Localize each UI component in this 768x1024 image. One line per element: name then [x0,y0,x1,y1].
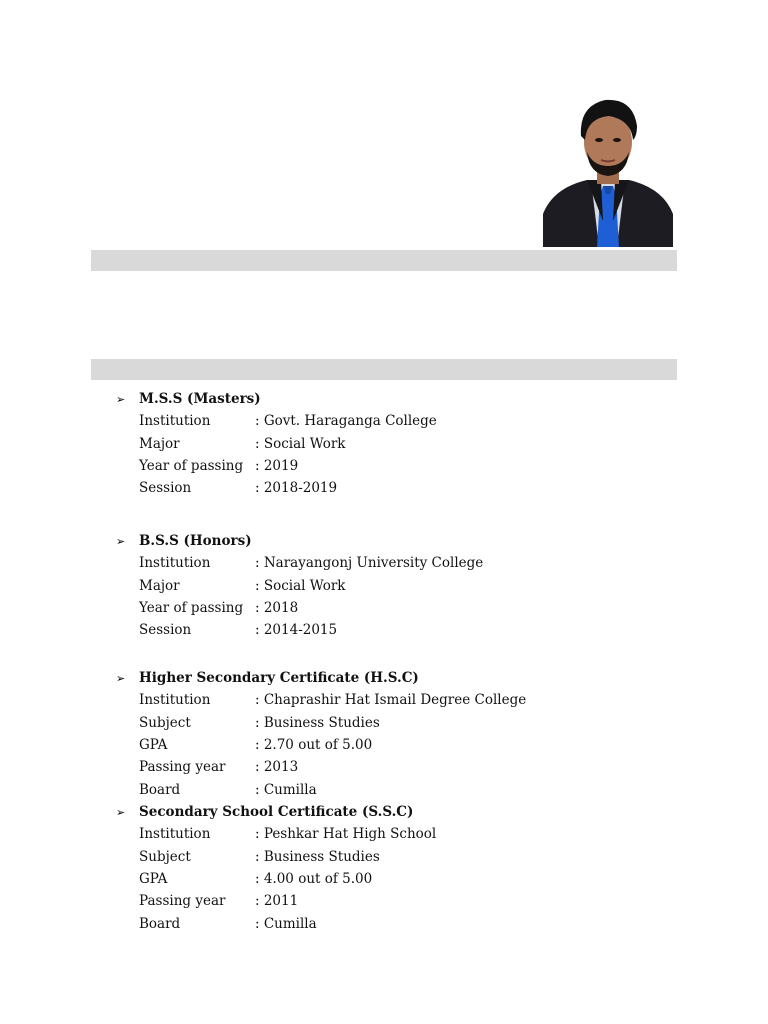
detail-label: Year of passing [139,457,244,474]
detail-row [139,823,676,845]
detail-label: Institution [139,692,211,709]
detail-label: Institution [139,413,211,430]
detail-row [139,477,676,499]
detail-value: : 2018-2019 [255,480,338,497]
detail-value: : 2011 [255,893,299,910]
detail-label: Session [139,480,192,497]
detail-label: GPA [139,736,168,753]
detail-label: GPA [139,870,168,887]
arrow-bullet-icon: ➢ [116,671,126,685]
detail-value: : Cumilla [255,781,317,798]
detail-label: Major [139,577,180,594]
detail-label: Board [139,915,181,932]
entry-title: M.S.S (Masters) [139,391,261,407]
detail-value: : 2019 [255,457,299,474]
education-entry-bss [116,530,676,642]
detail-row [139,455,676,477]
entry-title: B.S.S (Honors) [139,533,252,549]
entry-heading [116,801,676,823]
detail-row [139,410,676,432]
entry-title: Higher Secondary Certificate (H.S.C) [139,670,419,686]
entry-heading [116,530,676,552]
detail-row [139,552,676,574]
detail-value: : 2.70 out of 5.00 [255,736,373,753]
detail-value: : 2013 [255,759,299,776]
detail-value: : Narayangonj University College [255,555,484,572]
detail-label: Passing year [139,893,226,910]
detail-value: : 2014-2015 [255,622,338,639]
detail-label: Subject [139,714,191,731]
arrow-bullet-icon: ➢ [116,805,126,819]
detail-row [139,779,676,801]
section-header-bar-education [91,359,677,380]
section-header-bar-top [91,250,677,271]
detail-row [139,689,676,711]
detail-value: : 4.00 out of 5.00 [255,870,373,887]
detail-value: : Peshkar Hat High School [255,826,437,843]
detail-row [139,711,676,733]
detail-label: Institution [139,826,211,843]
education-entry-ssc [116,801,676,935]
education-entry-hsc [116,667,676,801]
detail-row [139,890,676,912]
detail-row [139,574,676,596]
detail-value: : Chaprashir Hat Ismail Degree College [255,692,527,709]
arrow-bullet-icon: ➢ [116,392,126,406]
detail-value: : 2018 [255,599,299,616]
detail-row [139,845,676,867]
detail-value: : Cumilla [255,915,317,932]
education-entry-mss [116,388,676,500]
detail-label: Subject [139,848,191,865]
detail-label: Passing year [139,759,226,776]
portrait-illustration [543,96,673,247]
detail-label: Major [139,435,180,452]
detail-value: : Social Work [255,577,346,594]
entry-title: Secondary School Certificate (S.S.C) [139,804,414,820]
profile-photo [543,96,673,247]
detail-row [139,432,676,454]
detail-value: : Business Studies [255,714,380,731]
detail-label: Year of passing [139,599,244,616]
detail-value: : Social Work [255,435,346,452]
detail-value: : Business Studies [255,848,380,865]
detail-label: Session [139,622,192,639]
entry-heading [116,388,676,410]
arrow-bullet-icon: ➢ [116,534,126,548]
detail-row [139,619,676,641]
detail-value: : Govt. Haraganga College [255,413,437,430]
entry-heading [116,667,676,689]
detail-row [139,913,676,935]
detail-row [139,734,676,756]
detail-label: Board [139,781,181,798]
detail-row [139,868,676,890]
detail-row [139,756,676,778]
detail-label: Institution [139,555,211,572]
detail-row [139,597,676,619]
